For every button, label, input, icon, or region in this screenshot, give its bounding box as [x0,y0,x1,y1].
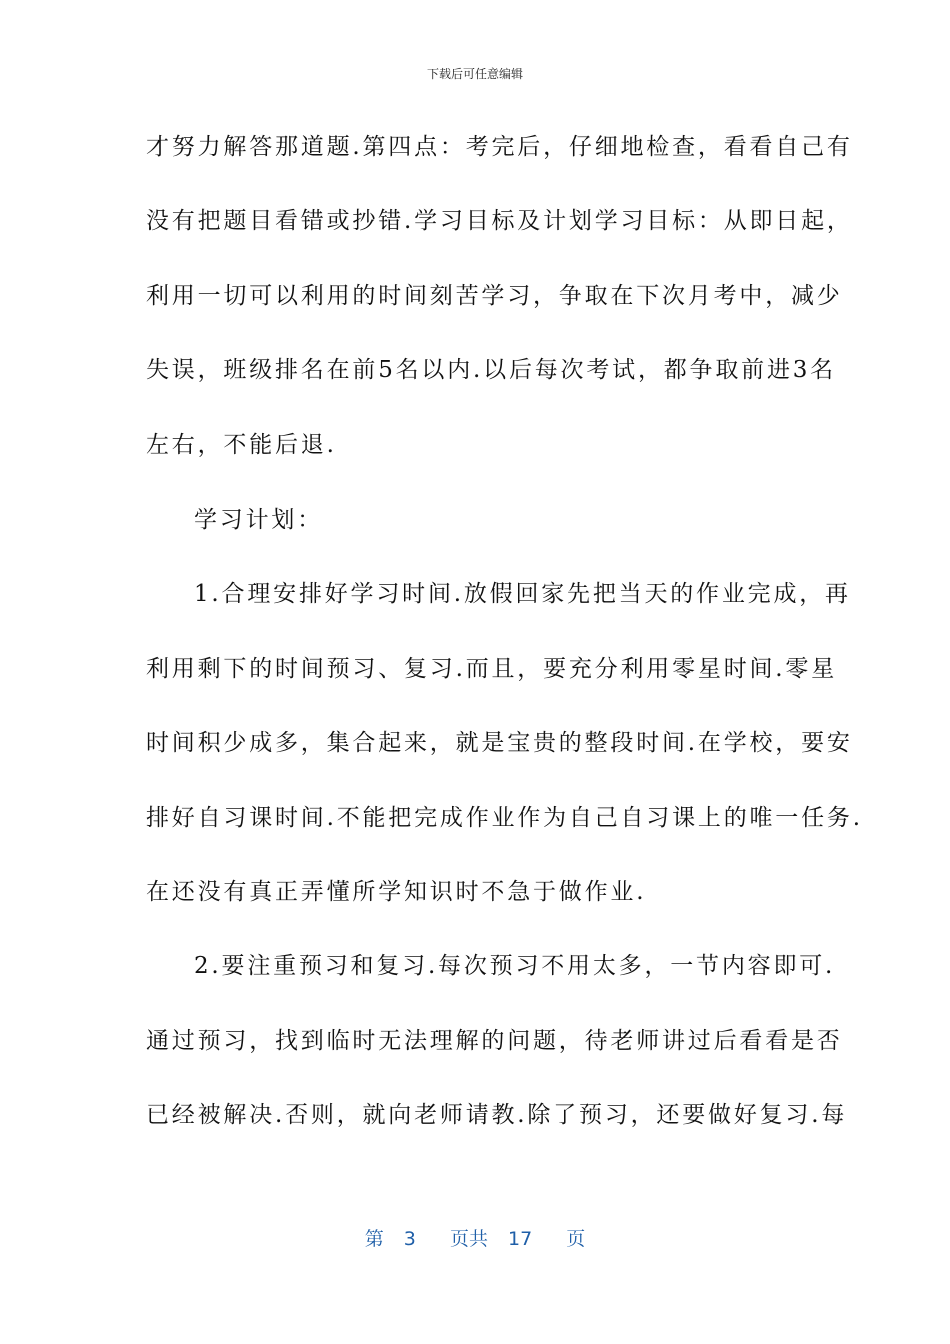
body-line: 通过预习，找到临时无法理解的问题，待老师讲过后看看是否 [146,1028,843,1054]
body-line: 2.要注重预习和复习.每次预习不用太多，一节内容即可. [194,953,836,979]
body-line: 才努力解答那道题.第四点：考完后，仔细地检查，看看自己有 [146,134,853,160]
total-pages-number: 17 [508,1228,533,1250]
footer-suffix: 页 [566,1228,586,1250]
body-line: 已经被解决.否则，就向老师请教.除了预习，还要做好复习.每 [146,1102,848,1128]
body-line: 1.合理安排好学习时间.放假回家先把当天的作业完成，再 [194,581,851,607]
section-heading: 学习计划： [194,507,323,533]
body-line: 排好自习课时间.不能把完成作业作为自己自习课上的唯一任务. [146,805,863,831]
current-page-number: 3 [403,1228,416,1250]
body-line: 利用一切可以利用的时间刻苦学习，争取在下次月考中，减少 [146,283,843,309]
page-header-note: 下载后可任意编辑 [426,67,523,81]
footer-middle: 页共 [449,1228,488,1250]
body-line: 在还没有真正弄懂所学知识时不急于做作业. [146,879,647,905]
body-line: 利用剩下的时间预习、复习.而且，要充分利用零星时间.零星 [146,656,838,682]
footer-prefix: 第 [364,1228,384,1250]
page-footer [0,1226,950,1252]
body-line: 时间积少成多，集合起来，就是宝贵的整段时间.在学校，要安 [146,730,853,756]
body-line: 没有把题目看错或抄错.学习目标及计划学习目标：从即日起， [146,208,853,234]
body-line: 左右，不能后退. [146,432,337,458]
body-line: 失误，班级排名在前5名以内.以后每次考试，都争取前进3名 [146,357,836,383]
